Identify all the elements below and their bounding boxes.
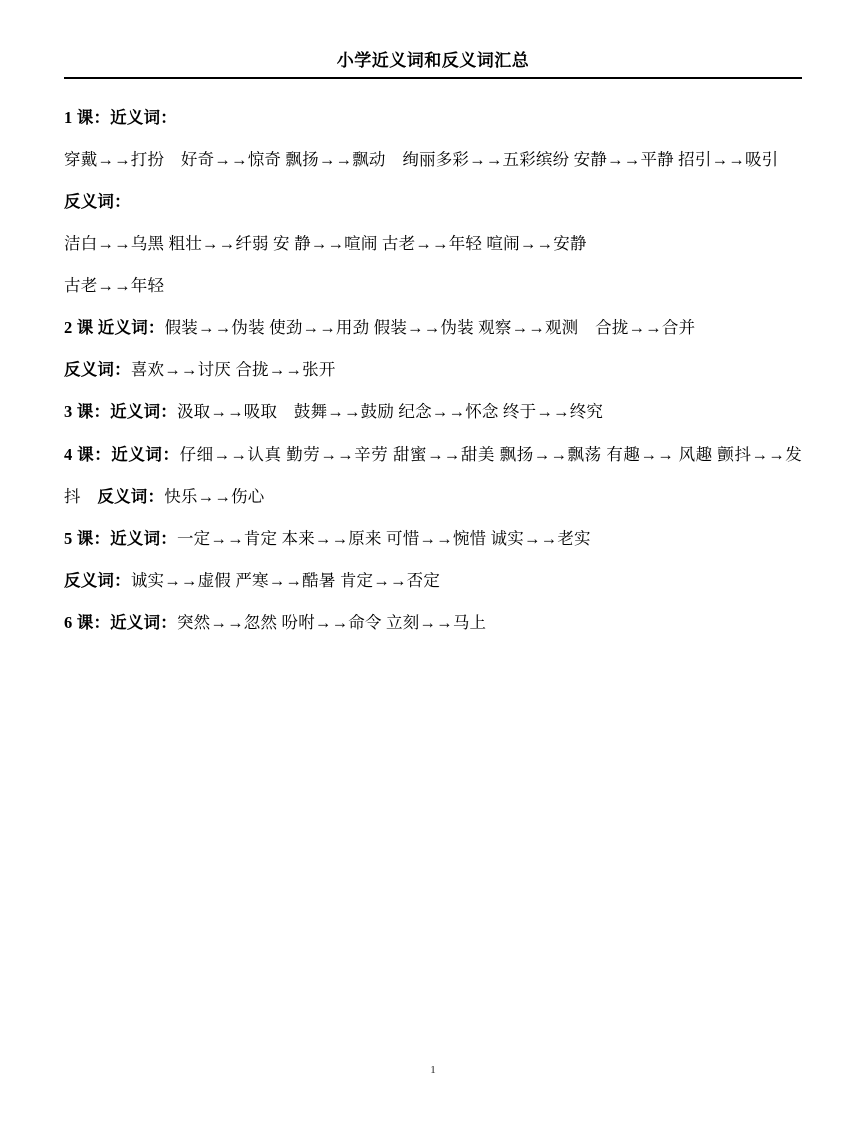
label-lesson6-syn: 6 课：近义词： <box>64 612 177 632</box>
label-lesson2-ant: 反义词： <box>64 360 131 380</box>
paragraph-lesson2-ant <box>64 349 802 391</box>
page-title: 小学近义词和反义词汇总 <box>336 51 530 70</box>
label-lesson5-syn: 5 课：近义词： <box>64 528 177 548</box>
paragraph-lesson5-ant <box>64 560 802 602</box>
text-lesson4-syn: 仔细→→认真 勤劳→→辛劳 甜蜜→→甜美 飘扬→→飘荡 有趣→→ 风趣 颤抖→→发抖 <box>64 444 802 506</box>
label-lesson1-ant: 反义词： <box>64 192 131 212</box>
text-lesson2-ant: 喜欢→→讨厌 合拢→→张开 <box>130 360 336 380</box>
text-lesson5-ant: 诚实→→虚假 严寒→→酷暑 肯定→→否定 <box>130 570 441 590</box>
text-lesson5-syn: 一定→→肯定 本来→→原来 可惜→→惋惜 诚实→→老实 <box>176 528 591 548</box>
text-lesson1-ant-2: 古老→→年轻 <box>64 276 165 296</box>
label-lesson2-syn: 2 课 近义词： <box>64 318 165 338</box>
paragraph-lesson1-syn-head <box>64 97 802 139</box>
page-number: 1 <box>430 1064 436 1076</box>
label-lesson1-syn: 1 课：近义词： <box>64 108 177 127</box>
paragraph-lesson4 <box>64 434 802 518</box>
text-lesson2-syn: 假装→→伪装 使劲→→用劲 假装→→伪装 观察→→观测 合拢→→合并 <box>164 318 696 338</box>
text-lesson1-ant: 洁白→→乌黑 粗壮→→纤弱 安 静→→喧闹 古老→→年轻 喧闹→→安静 <box>64 234 587 254</box>
paragraph-lesson6-syn <box>64 602 802 644</box>
text-lesson3-syn: 汲取→→吸取 鼓舞→→鼓励 纪念→→怀念 终于→→终究 <box>176 402 604 422</box>
text-lesson1-syn: 穿戴→→打扮 好奇→→惊奇 飘扬→→飘动 绚丽多彩→→五彩缤纷 安静→→平静 招引→→吸引 <box>64 150 779 170</box>
paragraph-lesson1-syn-body <box>64 139 802 181</box>
paragraph-lesson2-syn <box>64 307 802 349</box>
paragraph-lesson5-syn <box>64 518 802 560</box>
paragraph-lesson3-syn <box>64 391 802 433</box>
title-divider <box>64 77 802 79</box>
paragraph-lesson1-ant-body2 <box>64 265 802 307</box>
label-lesson4-syn: 4 课：近义词： <box>64 444 180 464</box>
label-lesson3-syn: 3 课：近义词： <box>64 402 177 422</box>
paragraph-lesson1-ant-body <box>64 223 802 265</box>
text-lesson4-ant: 快乐→→伤心 <box>164 486 265 506</box>
text-lesson6-syn: 突然→→忽然 吩咐→→命令 立刻→→马上 <box>176 612 487 632</box>
paragraph-lesson1-ant-head <box>64 181 802 223</box>
label-lesson4-ant: 反义词： <box>97 486 165 506</box>
label-lesson5-ant: 反义词： <box>64 570 131 590</box>
